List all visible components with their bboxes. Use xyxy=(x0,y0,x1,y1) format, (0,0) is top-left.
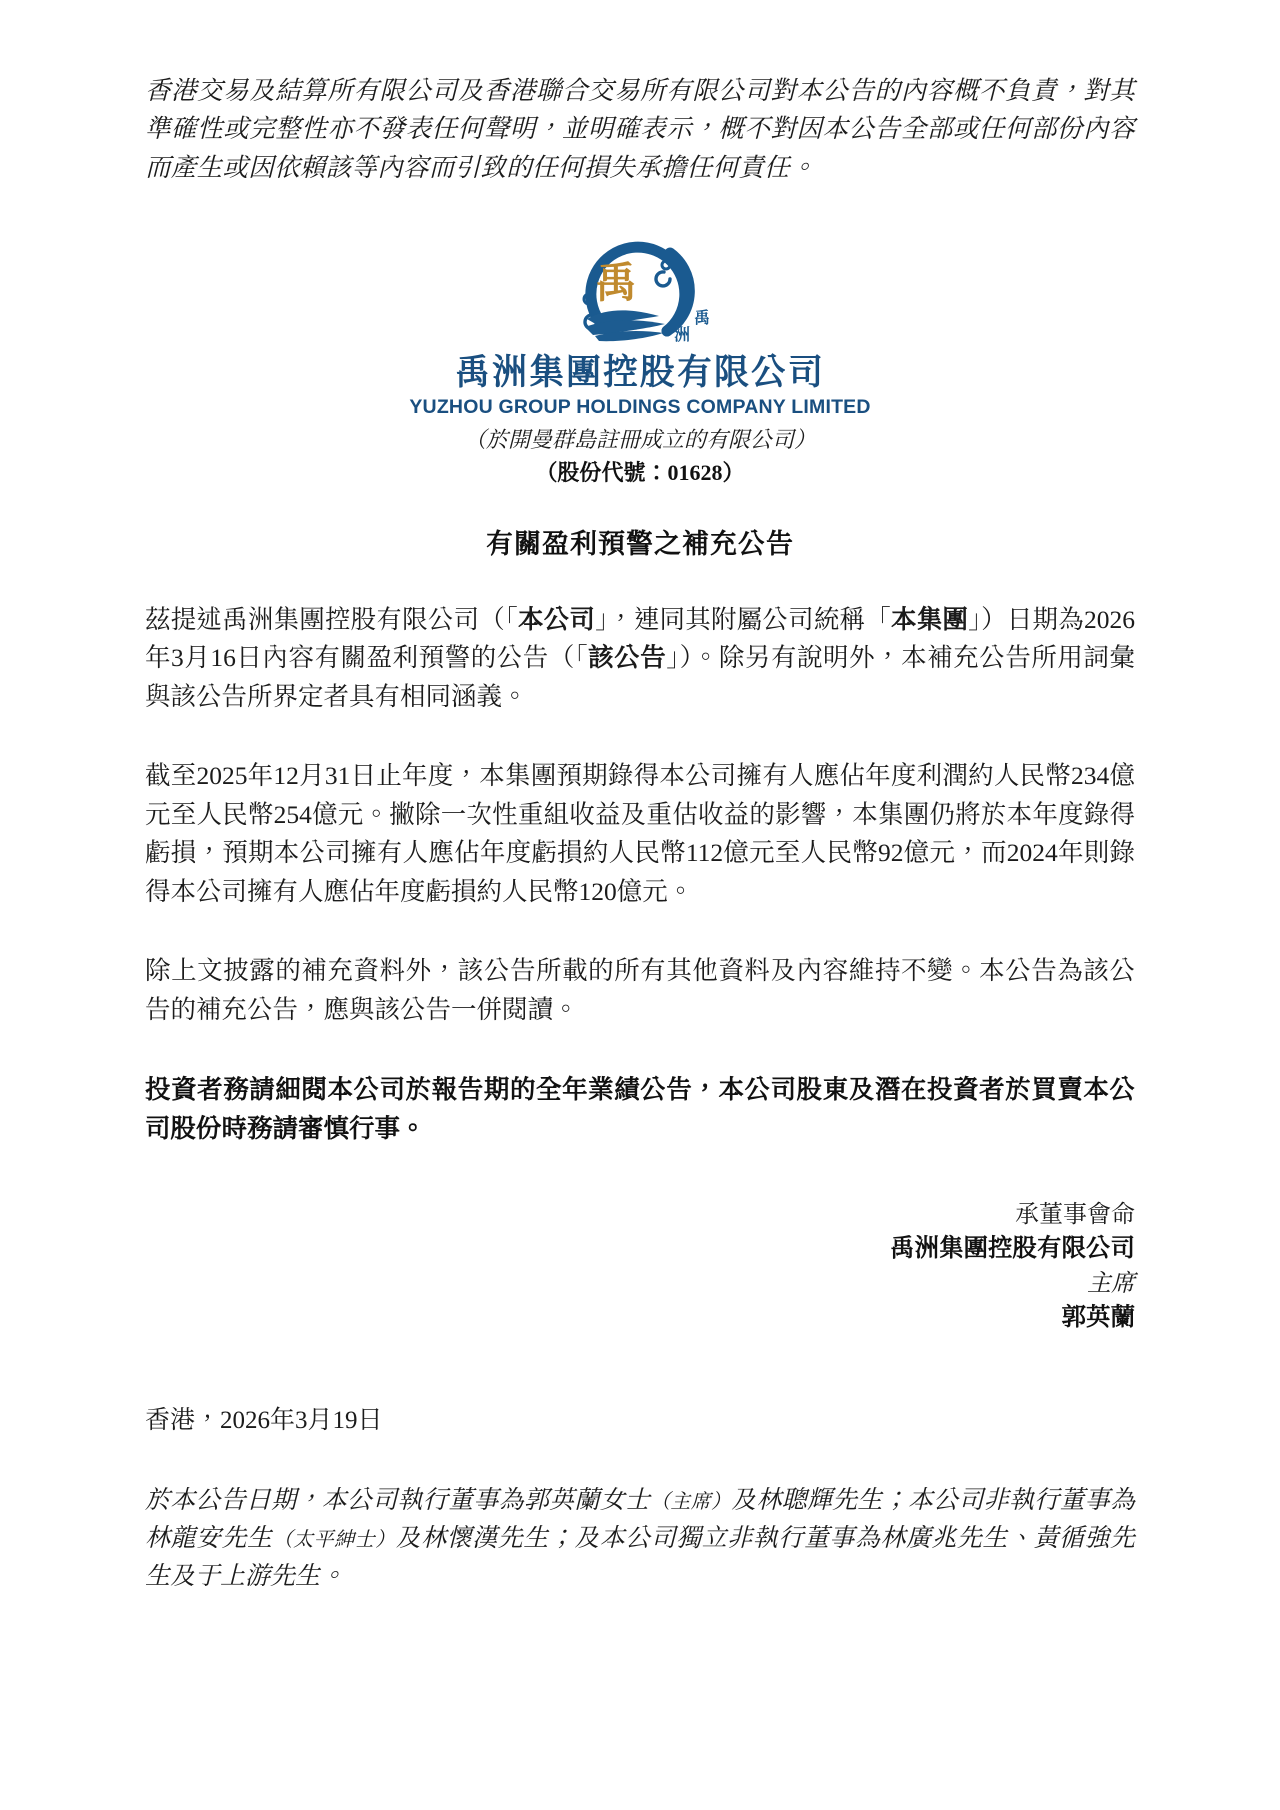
para1-part4: 」）。除另有說明外，本補充公告所用詞彙與該公告所界定者具有相同涵義。 xyxy=(145,643,1135,712)
signature-block xyxy=(145,1198,1135,1336)
yuzhou-emblem-icon xyxy=(551,223,729,347)
signature-company-name: 禹洲集團控股有限公司 xyxy=(890,1234,1135,1262)
paragraph-other-content-unchanged: 除上文披露的補充資料外，該公告所載的所有其他資料及內容維持不變。本公告為該公告的補充公告，應與該公告一併閱讀。 xyxy=(145,955,1135,1024)
hkex-disclaimer: 香港交易及結算所有限公司及香港聯合交易所有限公司對本公告的內容概不負責，對其準確性或完整性亦不發表任何聲明，並明確表示，概不對因本公告全部或任何部份內容而產生或因依賴該等內容而引致的任何損失承擔任何責任。 xyxy=(145,76,1135,182)
para1-part3: 」）日期為2026年3月16日內容有關盈利預警的公告（「 xyxy=(145,604,1135,673)
svg-text:洲: 洲 xyxy=(673,324,691,344)
directors-note xyxy=(145,1482,1135,1716)
paragraph-investor-caution: 投資者務請細閱本公司於報告期的全年業績公告，本公司股東及潛在投資者於買賣本公司股份時務請審慎行事。 xyxy=(145,1076,1135,1143)
page-title: 有關盈利預警之補充公告 xyxy=(486,528,794,559)
company-logo-block xyxy=(145,223,1135,488)
incorporation-note: （於開曼群島註冊成立的有限公司） xyxy=(463,427,816,453)
signature-role: 主席 xyxy=(1087,1270,1135,1297)
term-the-announcement: 該公告 xyxy=(588,644,667,673)
page-content xyxy=(145,0,1135,1716)
directors-jp-tag: （太平紳士） xyxy=(272,1528,396,1551)
svg-text:禹: 禹 xyxy=(693,307,711,327)
directors-chairman-tag: （主席） xyxy=(650,1490,732,1513)
para1-part2: 」，連同其附屬公司統稱「 xyxy=(595,604,891,634)
term-the-group: 本集團 xyxy=(890,605,969,634)
term-the-company: 本公司 xyxy=(517,605,596,634)
directors-part3: 及林懷漢先生；及本公司獨立非執行董事為林廣兆先生、黃循強先生及于上游先生。 xyxy=(145,1524,1135,1590)
paragraph-reference xyxy=(145,601,1135,717)
signature-name: 郭英蘭 xyxy=(1061,1303,1135,1331)
para1-part1: 茲提述禹洲集團控股有限公司（「 xyxy=(145,604,518,634)
dateline: 香港，2026年3月19日 xyxy=(145,1406,383,1434)
directors-part2: 及林聰輝先生；本公司非執行董事為林龍安先生 xyxy=(145,1486,1135,1552)
stock-code: （股份代號：01628） xyxy=(535,459,745,485)
paragraph-financial-forecast: 截至2025年12月31日止年度，本集團預期錄得本公司擁有人應佔年度利潤約人民幣234億元至人民幣254億元。撇除一次性重組收益及重估收益的影響，本集團仍將於本年度錄得虧損，預期本公司擁有人應佔年度虧損約人民幣112億元至人民幣92億元，而2024年則錄得本公司擁有人應佔年度虧損約人民幣120億元。 xyxy=(145,760,1135,907)
company-name-english: YUZHOU GROUP HOLDINGS COMPANY LIMITED xyxy=(409,396,871,418)
company-name-chinese: 禹洲集團控股有限公司 xyxy=(454,352,825,392)
by-order-of-the-board: 承董事會命 xyxy=(1015,1201,1135,1228)
svg-text:禹: 禹 xyxy=(594,257,638,307)
directors-part1: 於本公告日期，本公司執行董事為郭英蘭女士 xyxy=(145,1486,651,1514)
